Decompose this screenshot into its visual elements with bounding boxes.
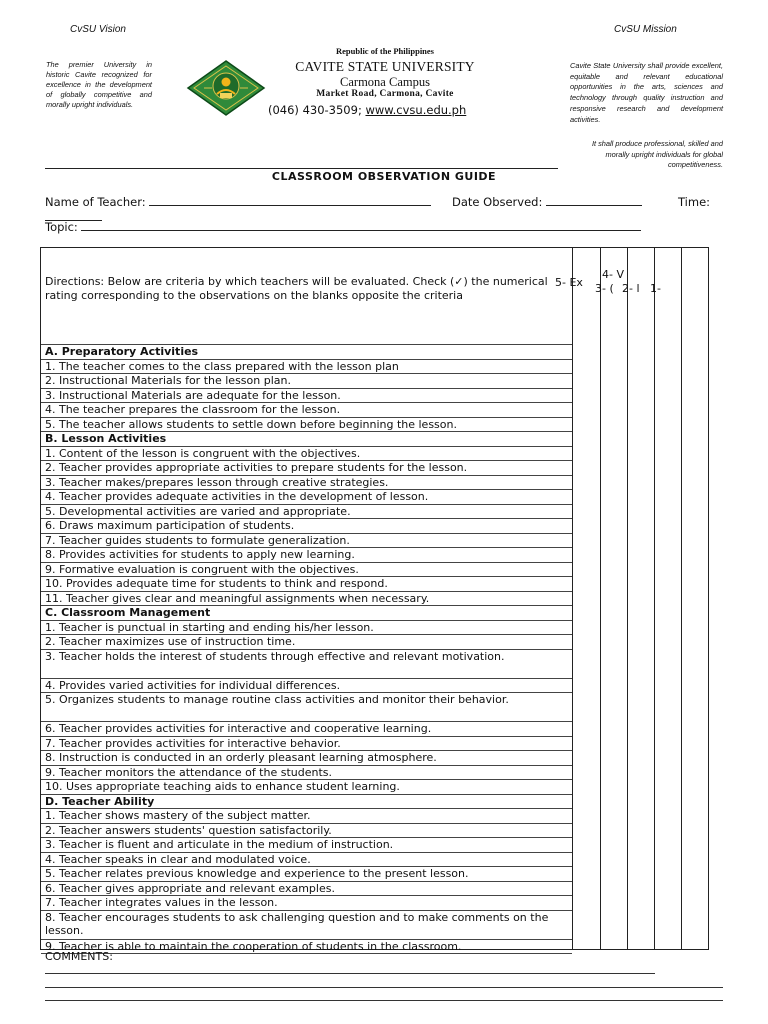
criteria-item: 1. Content of the lesson is congruent with the objectives. (45, 446, 361, 460)
criteria-item: 7. Teacher provides activities for interactive behavior. (45, 736, 341, 750)
phone-number: (046) 430-3509; (268, 103, 362, 117)
criteria-item: 3. Teacher holds the interest of students through effective and relevant motivation. (45, 649, 505, 663)
university-name: CAVITE STATE UNIVERSITY (295, 59, 475, 74)
column-divider (681, 248, 682, 949)
criteria-item: 9. Teacher is able to maintain the cooperation of students in the classroom. (45, 939, 462, 953)
criteria-item: 2. Instructional Materials for the lesson plan. (45, 374, 291, 387)
criteria-item: 2. Teacher provides appropriate activities to prepare students for the lesson. (45, 461, 468, 474)
criteria-item: 6. Draws maximum participation of students. (45, 519, 295, 532)
directions-text: Directions: Below are criteria by which teachers will be evaluated. Check (✓) the numerical rating corresponding to the observations on the blanks opposite the criteria (45, 275, 548, 302)
criteria-item: 3. Instructional Materials are adequate for the lesson. (45, 388, 341, 402)
comments-line[interactable] (45, 1000, 723, 1001)
header-divider (45, 168, 558, 169)
teacher-name-field[interactable] (45, 195, 431, 209)
mission-label: CvSU Mission (614, 24, 677, 35)
row-divider (41, 953, 572, 954)
date-observed-label: Date Observed: (452, 195, 543, 209)
criteria-item: 4. Teacher speaks in clear and modulated voice. (45, 852, 311, 866)
rating-1-header: 1- (650, 282, 661, 295)
teacher-name-label: Name of Teacher: (45, 195, 146, 209)
criteria-item: 8. Teacher encourages students to ask challenging question and to make comments on the lesson. (45, 910, 549, 937)
criteria-item: 10. Uses appropriate teaching aids to enhance student learning. (45, 780, 400, 793)
rating-4-header: 4- V (602, 268, 624, 281)
campus-name: Carmona Campus (340, 75, 430, 89)
date-observed-blank[interactable] (546, 195, 642, 206)
criteria-item: 1. The teacher comes to the class prepared with the lesson plan (45, 359, 399, 373)
mission-text-continued: It shall produce professional, skilled and morally upright individuals for global competitiveness. (591, 139, 723, 169)
vision-label: CvSU Vision (70, 24, 126, 35)
criteria-item: 3. Teacher is fluent and articulate in the medium of instruction. (45, 838, 394, 851)
criteria-item: 5. The teacher allows students to settle down before beginning the lesson. (45, 417, 457, 431)
criteria-item: 5. Teacher relates previous knowledge and experience to the present lesson. (45, 867, 469, 880)
criteria-item: 4. Teacher provides adequate activities in the development of lesson. (45, 490, 429, 503)
section-heading: B. Lesson Activities (45, 432, 167, 445)
criteria-item: 5. Developmental activities are varied and appropriate. (45, 504, 351, 518)
criteria-item: 1. Teacher is punctual in starting and ending his/her lesson. (45, 620, 374, 634)
column-divider (572, 248, 573, 949)
criteria-item: 7. Teacher guides students to formulate generalization. (45, 533, 350, 547)
teacher-name-blank[interactable] (149, 195, 431, 206)
topic-field[interactable] (45, 220, 641, 234)
criteria-item: 10. Provides adequate time for students to think and respond. (45, 577, 388, 590)
criteria-item: 4. Provides varied activities for individual differences. (45, 678, 341, 692)
column-divider (627, 248, 628, 949)
time-label: Time: (678, 195, 711, 209)
criteria-item: 8. Provides activities for students to apply new learning. (45, 548, 355, 561)
comments-line[interactable] (45, 987, 723, 988)
criteria-item: 1. Teacher shows mastery of the subject matter. (45, 809, 311, 822)
topic-blank[interactable] (81, 220, 641, 231)
comments-line[interactable] (45, 973, 655, 974)
rating-3-header: 3- ( (595, 282, 614, 295)
section-heading: D. Teacher Ability (45, 794, 155, 808)
criteria-item: 7. Teacher integrates values in the lesson. (45, 896, 278, 909)
campus-address: Market Road, Carmona, Cavite (316, 89, 454, 99)
rating-2-header: 2- l (622, 282, 640, 295)
section-heading: C. Classroom Management (45, 606, 211, 619)
contact-info (268, 103, 466, 117)
criteria-item: 4. The teacher prepares the classroom for the lesson. (45, 403, 341, 416)
time-field[interactable] (678, 195, 710, 209)
mission-text: Cavite State University shall provide excellent, equitable and relevant educational opportunities in the arts, sciences and technology through quality instruction and responsive research and development activities. (570, 61, 723, 124)
criteria-item: 9. Teacher monitors the attendance of the students. (45, 765, 333, 779)
section-heading: A. Preparatory Activities (45, 345, 199, 358)
observation-table (40, 247, 709, 953)
republic-label: Republic of the Philippines (335, 46, 434, 56)
criteria-item: 2. Teacher answers students' question satisfactorily. (45, 823, 332, 837)
rating-5-header: 5- Ex (555, 276, 583, 289)
form-title: CLASSROOM OBSERVATION GUIDE (271, 170, 497, 183)
topic-label: Topic: (45, 220, 78, 234)
criteria-item: 8. Instruction is conducted in an orderly pleasant learning atmosphere. (45, 751, 437, 764)
criteria-item: 5. Organizes students to manage routine class activities and monitor their behavior. (45, 693, 509, 706)
criteria-item: 11. Teacher gives clear and meaningful assignments when necessary. (45, 591, 430, 605)
column-divider (600, 248, 601, 949)
criteria-item: 6. Teacher gives appropriate and relevant examples. (45, 881, 335, 895)
criteria-item: 2. Teacher maximizes use of instruction time. (45, 635, 296, 648)
date-observed-field[interactable] (452, 195, 642, 209)
website-link[interactable]: www.cvsu.edu.ph (365, 103, 467, 117)
university-seal-logo (186, 60, 266, 116)
comments-label: COMMENTS: (45, 950, 113, 963)
criteria-item: 3. Teacher makes/prepares lesson through creative strategies. (45, 475, 389, 489)
vision-text: The premier University in historic Cavite recognized for excellence in the development of globally competitive and morally upright individuals. (46, 60, 152, 109)
criteria-item: 6. Teacher provides activities for interactive and cooperative learning. (45, 722, 432, 735)
criteria-item: 9. Formative evaluation is congruent with the objectives. (45, 562, 359, 576)
column-divider (654, 248, 655, 949)
